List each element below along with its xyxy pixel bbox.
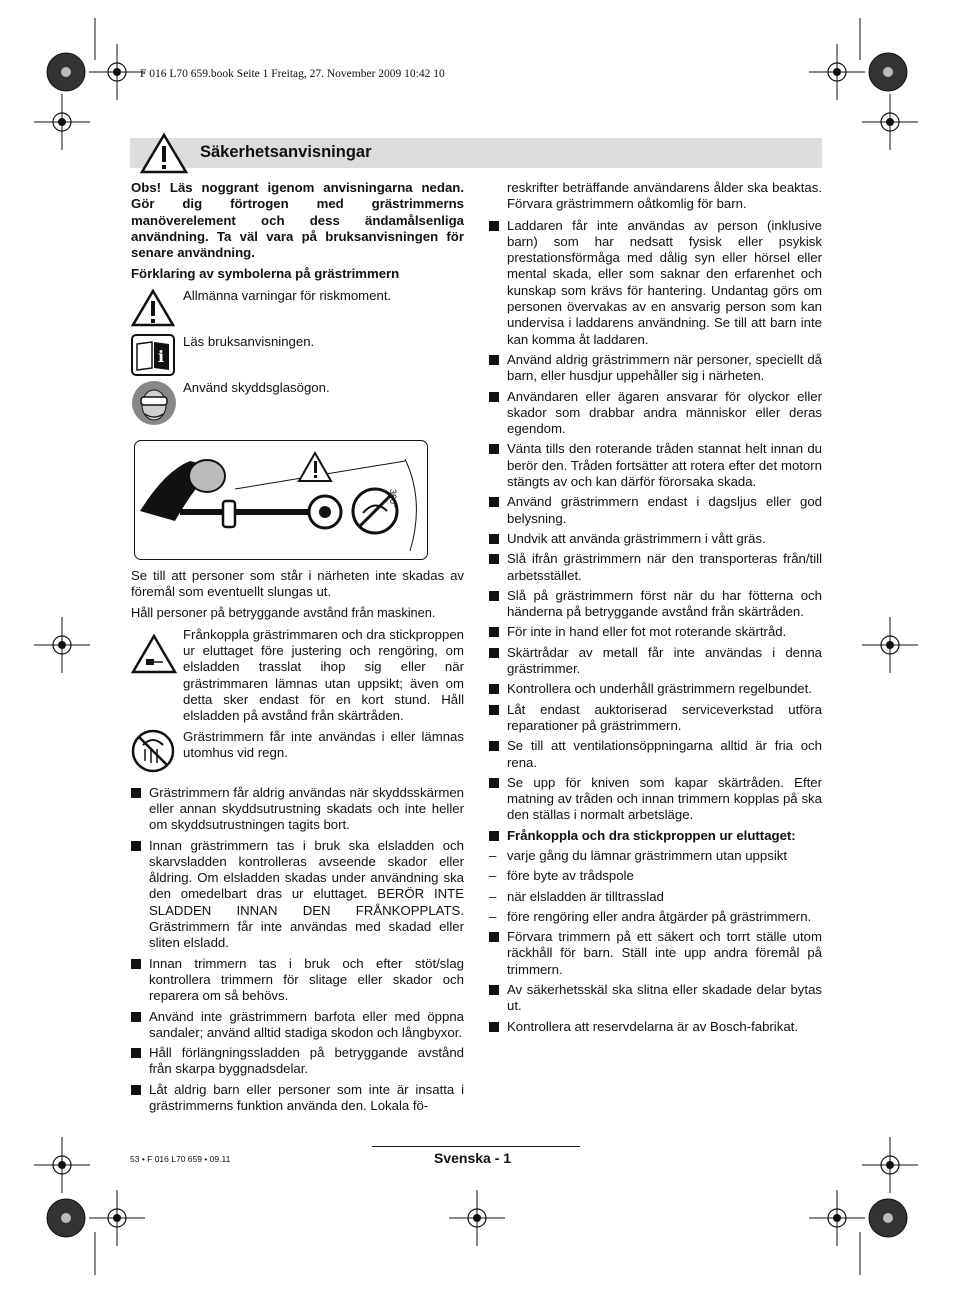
list-item: Användaren eller ägaren ansvarar för olyckor eller skador som drabbar andra människor eller deras egendom. — [489, 389, 822, 438]
after-figure-text-2: Håll personer på betryggande avstånd från maskinen. — [131, 605, 436, 621]
list-item: Slå ifrån grästrimmern när den transporteras från/till arbetsstället. — [489, 551, 822, 584]
intro-text: Obs! Läs noggrant igenom anvisningarna nedan. Gör dig förtrogen med grästrimmerns manöverelement och dess ändamålsenliga användning. Ta väl vara på bruksanvisningen för senare användning. — [131, 180, 464, 261]
trimmer-figure — [134, 440, 428, 560]
symbol-text: Läs bruksanvisningen. — [183, 333, 315, 349]
left-column — [131, 180, 464, 1118]
after-figure-text-1: Se till att personer som står i närheten inte skadas av föremål som eventuellt slungas ut. — [131, 567, 464, 600]
symbol-text: Allmänna varningar för riskmoment. — [183, 287, 392, 303]
list-item: Slå på grästrimmern först när du har fötterna och händerna på betryggande avstånd från skärtråden. — [489, 588, 822, 621]
list-item: Undvik att använda grästrimmern i vått gräs. — [489, 531, 822, 547]
rain-row — [131, 729, 464, 785]
list-item: Av säkerhetsskäl ska slitna eller skadade delar bytas ut. — [489, 982, 822, 1015]
list-item: Använd grästrimmern endast i dagsljus eller god belysning. — [489, 494, 822, 527]
unplug-heading: Frånkoppla och dra stickproppen ur eluttaget: — [489, 828, 822, 844]
rotation-label: 360° — [388, 488, 398, 508]
unplug-row — [131, 627, 464, 729]
list-item: Vänta tills den roterande tråden stannat helt innan du berör den. Tråden fortsätter att rotera efter det motorn stängts av och kan därför förorsaka skada. — [489, 441, 822, 490]
trimmer-illustration — [135, 441, 427, 559]
dash-item: – varje gång du lämnar grästrimmern utan uppsikt — [489, 848, 822, 864]
svg-text:i: i — [158, 346, 165, 366]
right-column — [489, 180, 822, 1039]
list-item: Laddaren får inte användas av person (inklusive barn) som har nedsatt fysisk eller psykisk prestationsförmåga med dålig syn eller hörsel eller mental skada, eller som saknar den erfarenhet och kunskap som krävs för hantering. Undantag görs om personen övervakas av en ansvarig person som kan undervisa i laddarens användning. Se till att barn inte kan komma åt laddaren. — [489, 218, 822, 348]
symbol-row-goggles — [131, 380, 464, 432]
list-item: Skärtrådar av metall får inte användas i denna grästrimmer. — [489, 645, 822, 678]
page-number: Svenska - 1 — [434, 1150, 512, 1166]
continuation-text: reskrifter beträffande användarens ålder ska beaktas. Förvara grästrimmern oåtkomlig för barn. — [507, 180, 822, 212]
dash-item: – när elsladden är tilltrasslad — [489, 889, 822, 905]
dash-item: – före rengöring eller andra åtgärder på grästrimmern. — [489, 909, 822, 925]
list-item: Använd aldrig grästrimmern när personer, speciellt då barn, eller husdjur uppehåller sig i närheten. — [489, 352, 822, 385]
list-item: Grästrimmern får aldrig användas när skyddsskärmen eller annan skyddsutrustning skadats och inte heller om skyddsutrustningen tagits bort. — [131, 785, 464, 834]
list-item: Förvara trimmern på ett säkert och torrt ställe utom räckhåll för barn. Ställ inte upp andra föremål på trimmern. — [489, 929, 822, 978]
symbol-text: Använd skyddsglasögon. — [183, 379, 330, 395]
unplug-text: Frånkoppla grästrimmaren och dra stickproppen ur eluttaget före justering och rengöring, om elsladden trasslat ihop sig eller när grästrimmaren lämnas utan uppsikt; även om detta sker endast för en kort stund. Håll elsladden på avstånd från skärtråden. — [183, 626, 464, 724]
list-item: Se till att ventilationsöppningarna alltid är fria och rena. — [489, 738, 822, 771]
dash-item: – före byte av trådspole — [489, 868, 822, 884]
list-item: Innan grästrimmern tas i bruk ska elsladden och skarvsladden kontrolleras avseende skador eller åldring. Om elsladden skadas under användning ska den omedelbart dras ur eluttaget. BERÖR INTE SLADDEN INNAN DEN FRÅNKOPPLATS. Grästrimmern får inte användas med skadad eller sliten elsladd. — [131, 838, 464, 952]
footer-code: 53 • F 016 L70 659 • 09.11 — [130, 1154, 231, 1164]
warning-triangle-icon — [140, 132, 188, 174]
symbol-row-warning — [131, 288, 464, 334]
list-item: Låt aldrig barn eller personer som inte är insatta i grästrimmerns funktion använda den. Lokala fö- — [131, 1082, 464, 1115]
list-item: Innan trimmern tas i bruk och efter stöt/slag kontrollera trimmern för slitage eller skador och reparera om så behövs. — [131, 956, 464, 1005]
symbol-row-manual — [131, 334, 464, 380]
rain-text: Grästrimmern får inte användas i eller lämnas utomhus vid regn. — [183, 728, 464, 760]
manual-book-icon — [131, 334, 175, 376]
footer-rule — [372, 1146, 580, 1147]
page-title: Säkerhetsanvisningar — [200, 143, 372, 161]
list-item: Kontrollera att reservdelarna är av Bosch-fabrikat. — [489, 1019, 822, 1035]
warning-triangle-icon — [131, 288, 175, 328]
list-item: För inte in hand eller fot mot roterande skärtråd. — [489, 624, 822, 640]
unplug-warning-icon — [131, 633, 177, 675]
no-rain-icon — [131, 729, 175, 773]
list-item: Håll förlängningssladden på betryggande avstånd från skarpa byggnadsdelar. — [131, 1045, 464, 1078]
book-header-line: F 016 L70 659.book Seite 1 Freitag, 27. November 2009 10:42 10 — [140, 68, 445, 80]
list-item: Använd inte grästrimmern barfota eller med öppna sandaler; använd alltid stadiga skodon och långbyxor. — [131, 1009, 464, 1042]
list-item: Låt endast auktoriserad serviceverkstad utföra reparationer på grästrimmern. — [489, 702, 822, 735]
symbols-heading: Förklaring av symbolerna på grästrimmern — [131, 266, 400, 282]
list-item: Se upp för kniven som kapar skärtråden. Efter matning av tråden och innan trimmern kopplas på ska den ställas i normalt arbetsläge. — [489, 775, 822, 824]
list-item: Kontrollera och underhåll grästrimmern regelbundet. — [489, 681, 822, 697]
safety-goggles-icon — [131, 380, 177, 426]
